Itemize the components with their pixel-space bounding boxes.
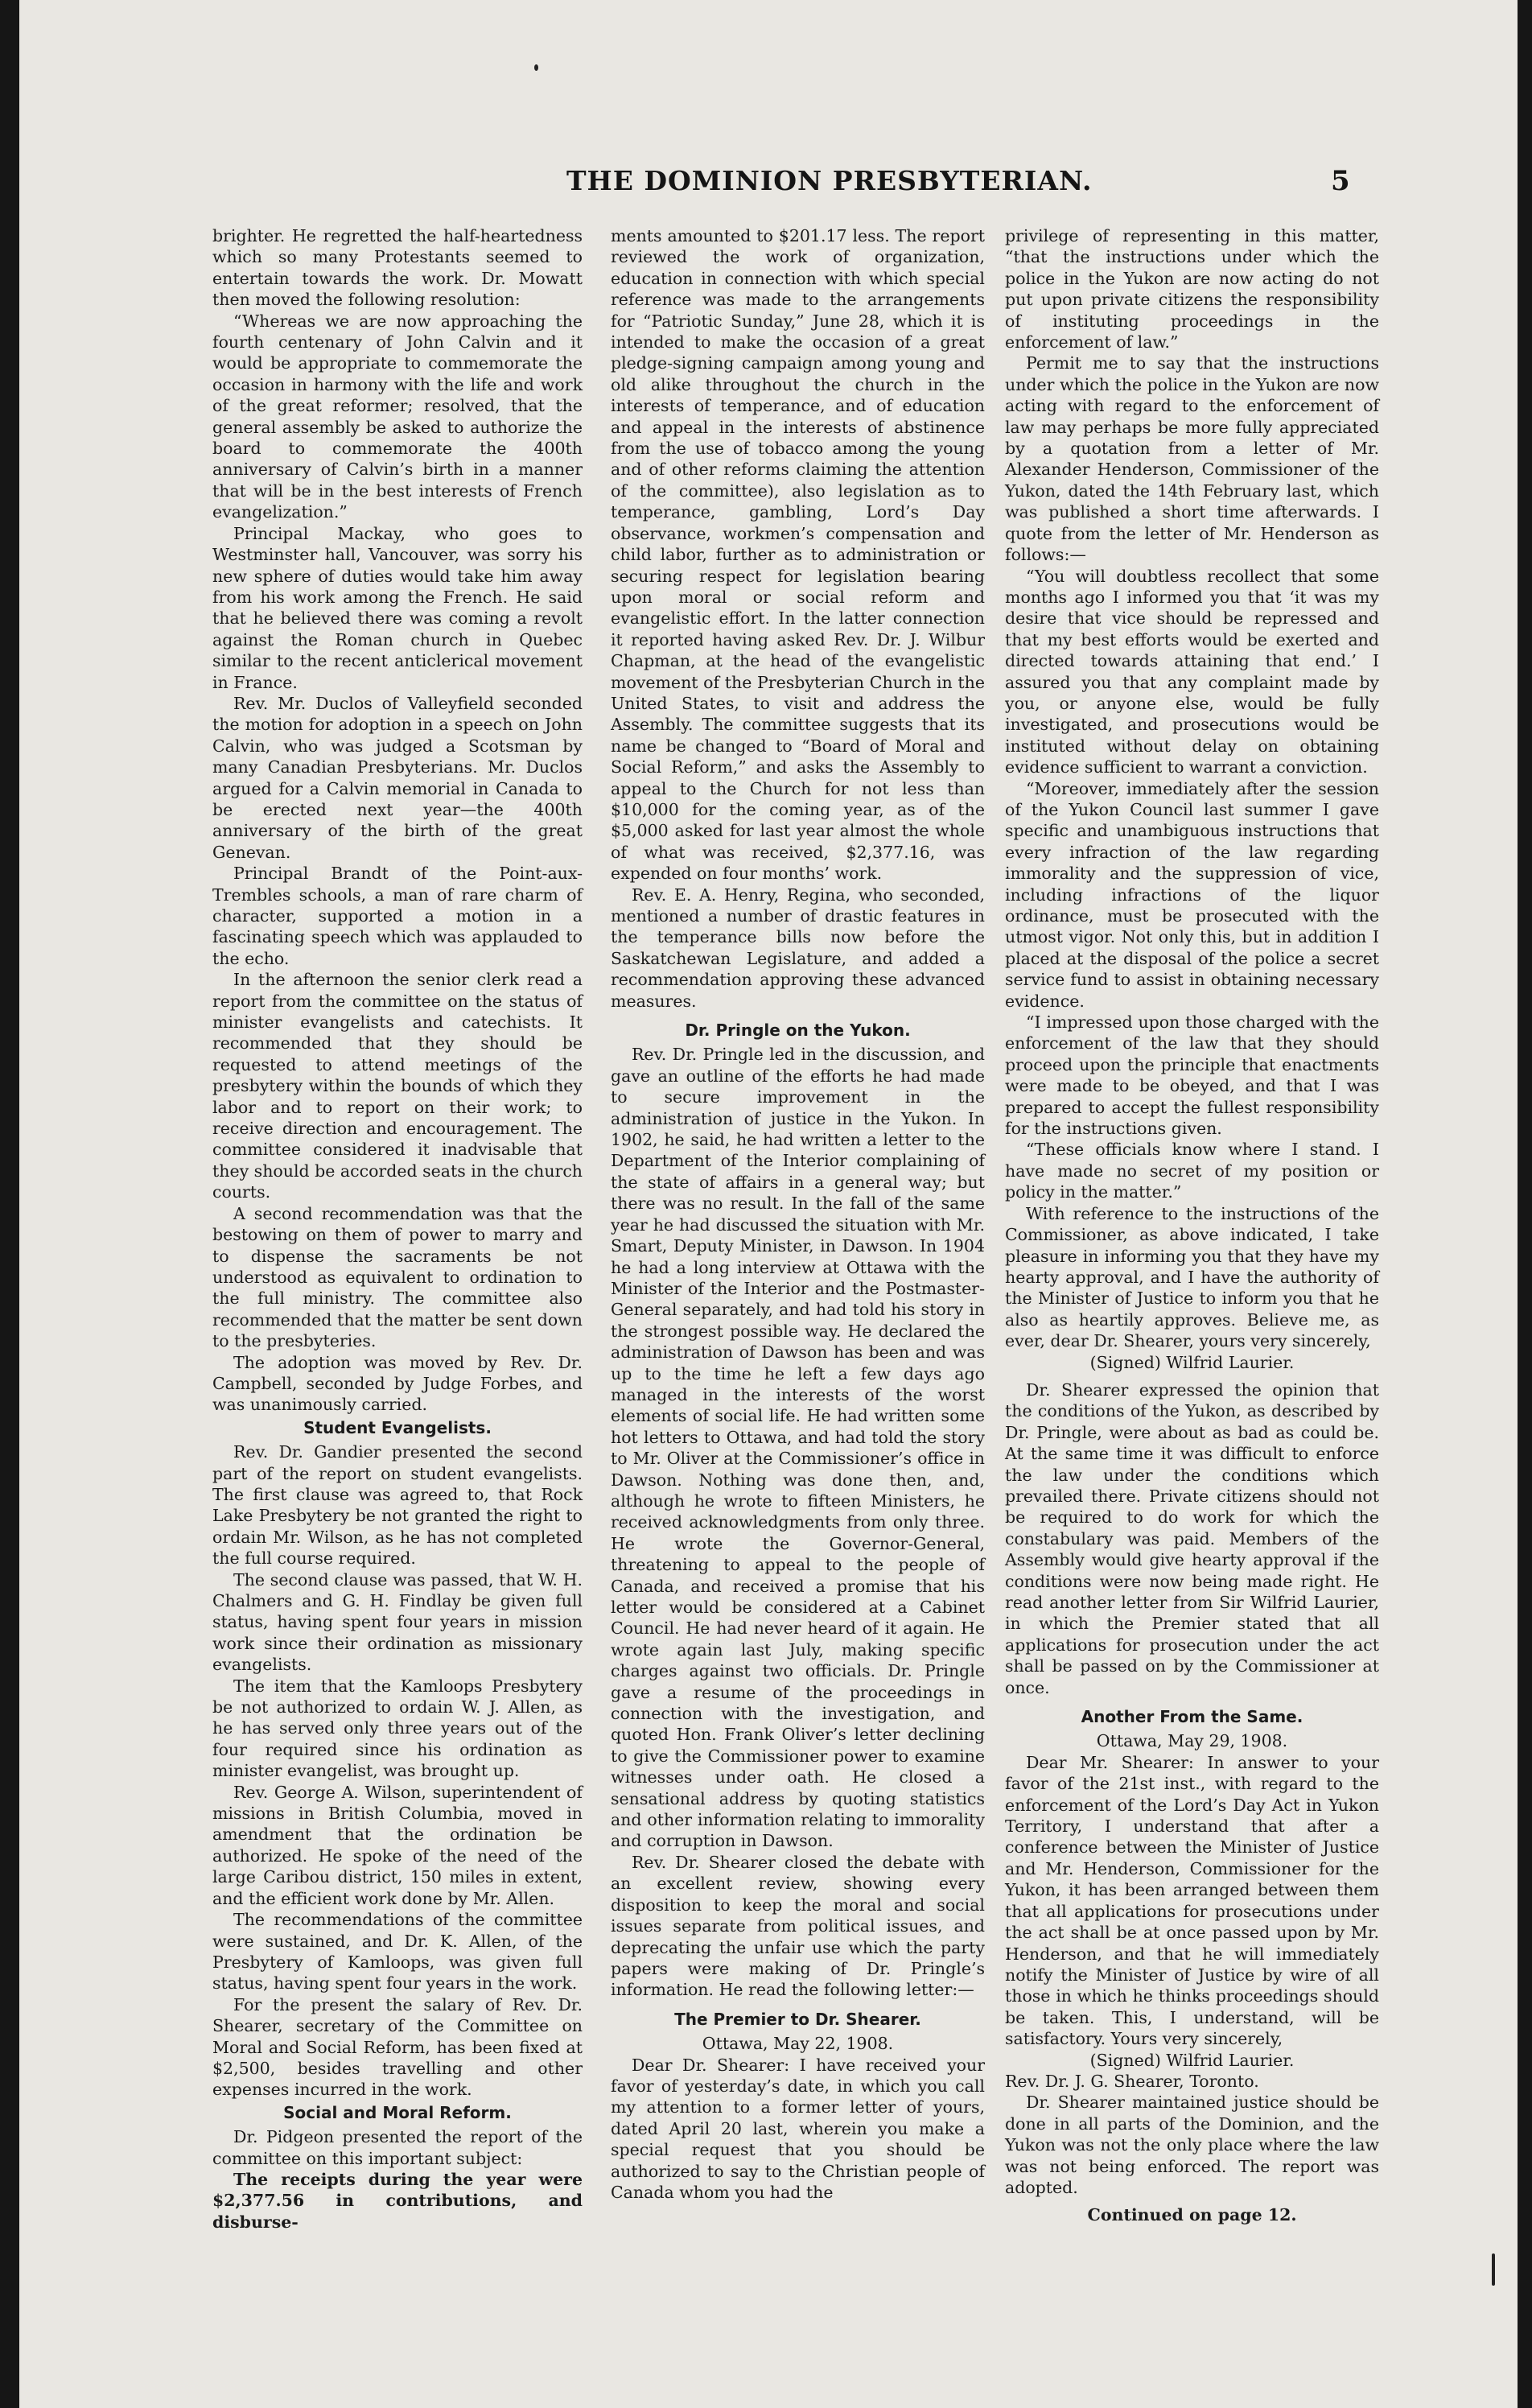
section-heading: Another From the Same. [1081, 1707, 1303, 1727]
letter-quote: “I impressed upon those charged with the enforcement of the law that they should proceed upon the principle that enactments were made to be obeyed, and that I was prepared to accept the fullest responsibility for the instructions given. [1005, 1012, 1379, 1139]
page-header [19, 165, 1518, 209]
letter-quote: “You will doubtless recollect that some months ago I informed you that ‘it was my desire that vice should be repressed and that my best efforts would be exerted and directed towards attaining that end.’ I assured you that any complaint made by you, or anyone else, would be fully investigated, and prosecutions would be instituted without delay on obtaining evidence sufficient to warrant a conviction. [1005, 566, 1379, 777]
letter-dateline: Ottawa, May 22, 1908. [702, 2034, 894, 2054]
page-number: 5 [1331, 165, 1350, 197]
paragraph: In the afternoon the senior clerk read a report from the committee on the status of minister evangelists and catechists. It recommended that they should be requested to attend meetings of the presbytery within the bounds of which they labor and to report on their work; to receive direction and encouragement. The committee considered it inadvisable that they should be accorded seats in the church courts. [212, 970, 583, 1202]
paragraph: Dr. Pidgeon presented the report of the committee on this important subject: [212, 2127, 583, 2168]
paragraph: The item that the Kamloops Presbytery be not authorized to ordain W. J. Allen, as he has served only three years out of the four required since his ordination as minister evangelist, was brought up. [212, 1676, 583, 1781]
publication-title: THE DOMINION PRESBYTERIAN. [566, 165, 1093, 196]
paragraph: The adoption was moved by Rev. Dr. Campbell, seconded by Judge Forbes, and was unanimously carried. [212, 1352, 583, 1415]
paragraph: Rev. Dr. Pringle led in the discussion, and gave an outline of the efforts he had made to secure improvement in the administration of justice in the Yukon. In 1902, he said, he had written a letter to the Department of the Interior complaining of the state of affairs in a general way; but there was no result. In the fall of the same year he had discussed the situation with Mr. Smart, Deputy Minister, in Dawson. In 1904 he had a long interview at Ottawa with the Minister of the Interior and the Postmaster-General separately, and had told his story in the strongest possible way. He declared the administration of Dawson has been and was up to the time he left a few days ago managed in the interests of the worst elements of social life. He had written some hot letters to Ottawa, and had told the story to Mr. Oliver at the Commissioner’s office in Dawson. Nothing was done then, and, although he wrote to fifteen Ministers, he received acknowledgments from only three. He wrote the Governor-General, threatening to appeal to the people of Canada, and received a promise that his letter would be considered at a Cabinet Council. He had never heard of it again. He wrote again last July, making specific charges against two officials. Dr. Pringle gave a resume of the proceedings in connection with the investigation, and quoted Hon. Frank Oliver’s letter declining to give the Commissioner power to examine witnesses under oath. He closed a sensational address by quoting statistics and other information relating to immorality and corruption in Dawson. [611, 1045, 985, 1851]
paragraph: Permit me to say that the instructions under which the police in the Yukon are now acting with regard to the enforcement of law may perhaps be more fully appreciated by a quotation from a letter of Mr. Alexander Henderson, Commissioner of the Yukon, dated the 14th February last, which was published a short time afterwards. I quote from the letter of Mr. Henderson as follows:— [1005, 353, 1379, 565]
letter-quote: “Moreover, immediately after the session of the Yukon Council last summer I gave specific and unambiguous instructions that every infraction of the law regarding immorality and the suppression of vice, including infractions of the liquor ordinance, must be prosecuted with the utmost vigor. Not only this, but in addition I placed at the disposal of the police a secret service fund to assist in obtaining necessary evidence. [1005, 778, 1379, 1011]
letter-addressee: Rev. Dr. J. G. Shearer, Toronto. [1005, 2071, 1259, 2091]
column-2 [611, 225, 985, 2203]
section-heading: Dr. Pringle on the Yukon. [685, 1021, 911, 1041]
paragraph: Dr. Shearer maintained justice should be done in all parts of the Dominion, and the Yukon was not the only place where the law was not being enforced. The report was adopted. [1005, 2093, 1379, 2197]
signature-line: (Signed) Wilfrid Laurier. [1089, 1352, 1295, 1372]
newspaper-page [19, 0, 1518, 2408]
section-heading: Student Evangelists. [303, 1417, 492, 1437]
paragraph: For the present the salary of Rev. Dr. Shearer, secretary of the Committee on Moral and Social Reform, has been fixed at $2,500, besides travelling and other expenses incurred in the work. [212, 1994, 583, 2100]
paragraph: Dr. Shearer expressed the opinion that the conditions of the Yukon, as described by Dr. Pringle, were about as bad as could be. At the same time it was difficult to enforce the law under the conditions which prevailed there. Private citizens should not be required to do work for which the constabulary was paid. Members of the Assembly would give hearty approval if the conditions were now being made right. He read another letter from Sir Wilfrid Laurier, in which the Premier stated that all applications for prosecution under the act shall be passed on by the Commissioner at once. [1005, 1379, 1379, 1697]
ink-speck [534, 64, 538, 71]
paragraph: brighter. He regretted the half-heartedness which so many Protestants seemed to entertain towards the work. Dr. Mowatt then moved the following resolution: [212, 226, 583, 310]
resolution-quote: “Whereas we are now approaching the fourth centenary of John Calvin and it would be appropriate to commemorate the occasion in harmony with the life and work of the great reformer; resolved, that the general assembly be asked to authorize the board to commemorate the 400th anniversary of Calvin’s birth in a manner that will be in the best interests of French evangelization.” [212, 311, 583, 522]
signature-line: (Signed) Wilfrid Laurier. [1089, 2050, 1295, 2070]
column-3 [1005, 225, 1379, 2226]
paragraph: Principal Mackay, who goes to Westminster hall, Vancouver, was sorry his new sphere of duties would take him away from his work among the French. He said that he believed there was coming a revolt against the Roman church in Quebec similar to the recent anticlerical movement in France. [212, 523, 583, 692]
letter-body: Dear Dr. Shearer: I have received your favor of yesterday’s date, in which you call my attention to a former letter of yours, dated April 20 last, wherein you make a special request that you should be authorized to say to the Christian people of Canada whom you had the [611, 2055, 985, 2202]
paragraph: Rev. E. A. Henry, Regina, who seconded, mentioned a number of drastic features in the temperance bills now before the Saskatchewan Legislature, and added a recommendation approving these advanced measures. [611, 884, 985, 1011]
letter-body: Dear Mr. Shearer: In answer to your favor of the 21st inst., with regard to the enforcement of the Lord’s Day Act in Yukon Territory, I understand that after a conference between the Minister of Justice and Mr. Henderson, Commissioner for the Yukon, it has been arranged between them that all applications for prosecutions under the act shall be at once passed upon by Mr. Henderson, and that he will immediately notify the Minister of Justice by wire of all those in which he thinks proceedings should be taken. This, I understand, will be satisfactory. Yours very sincerely, [1005, 1752, 1379, 2049]
paragraph: Rev. George A. Wilson, superintendent of missions in British Columbia, moved in amendment that the ordination be authorized. He spoke of the need of the large Caribou district, 150 miles in extent, and the efficient work done by Mr. Allen. [212, 1782, 583, 1908]
paragraph: privilege of representing in this matter, “that the instructions under which the police in the Yukon are now acting do not put upon private citizens the responsibility of instituting proceedings in the enforcement of law.” [1005, 226, 1379, 353]
paragraph: Rev. Dr. Shearer closed the debate with an excellent review, showing every disposition to keep the moral and social issues separate from political issues, and deprecating the unfair use which the party papers were making of Dr. Pringle’s information. He read the following letter:— [611, 1852, 985, 2000]
paragraph: Rev. Mr. Duclos of Valleyfield seconded the motion for adoption in a speech on John Calvin, who was judged a Scotsman by many Canadian Presbyterians. Mr. Duclos argued for a Calvin memorial in Canada to be erected next year—the 400th anniversary of the birth of the great Genevan. [212, 693, 583, 862]
paragraph: The second clause was passed, that W. H. Chalmers and G. H. Findlay be given full status, having spent four years in mission work since their ordination as missionary evangelists. [212, 1569, 583, 1675]
paragraph: The receipts during the year were $2,377.56 in contributions, and disburse- [212, 2169, 583, 2232]
page-edge-mark [1492, 2253, 1495, 2286]
paragraph: The recommendations of the committee were sustained, and Dr. K. Allen, of the Presbytery of Kamloops, was given full status, having spent four years in the work. [212, 1910, 583, 1994]
paragraph: A second recommendation was that the bestowing on them of power to marry and to dispense the sacraments be not understood as equivalent to ordination to the full ministry. The committee also recommended that the matter be sent down to the presbyteries. [212, 1203, 583, 1351]
paragraph: With reference to the instructions of the Commissioner, as above indicated, I take pleasure in informing you that they have my hearty approval, and I have the authority of the Minister of Justice to inform you that he also as heartily approves. Believe me, as ever, dear Dr. Shearer, yours very sincerely, [1005, 1203, 1379, 1351]
column-1 [212, 225, 583, 2233]
continuation-note: Continued on page 12. [1087, 2205, 1297, 2225]
paragraph: ments amounted to $201.17 less. The report reviewed the work of organization, education in connection with which special reference was made to the arrangements for “Patriotic Sunday,” June 28, which it is intended to make the occasion of a great pledge-signing campaign among young and old alike throughout the church in the interests of temperance, and of education and appeal in the interests of abstinence from the use of tobacco among the young and of other reforms claiming the attention of the committee), also legislation as to temperance, gambling, Lord’s Day observance, workmen’s compensation and child labor, further as to administration or securing respect for legislation bearing upon moral or social reform and evangelistic effort. In the latter connection it reported having asked Rev. Dr. J. Wilbur Chapman, at the head of the evangelistic movement of the Presbyterian Church in the United States, to visit and address the Assembly. The committee suggests that its name be changed to “Board of Moral and Social Reform,” and asks the Assembly to appeal to the Church for not less than $10,000 for the coming year, as of the $5,000 asked for last year almost the whole of what was received, $2,377.16, was expended on four months’ work. [611, 226, 985, 884]
section-heading: The Premier to Dr. Shearer. [674, 2009, 921, 2029]
letter-quote: “These officials know where I stand. I have made no secret of my position or policy in the matter.” [1005, 1140, 1379, 1202]
paragraph: Principal Brandt of the Point-aux-Trembles schools, a man of rare charm of character, supported a motion in a fascinating speech which was applauded to the echo. [212, 864, 583, 968]
paragraph: Rev. Dr. Gandier presented the second part of the report on student evangelists. The first clause was agreed to, that Rock Lake Presbytery be not granted the right to ordain Mr. Wilson, as he has not completed the full course required. [212, 1442, 583, 1569]
letter-dateline: Ottawa, May 29, 1908. [1096, 1731, 1288, 1751]
section-heading: Social and Moral Reform. [283, 2102, 512, 2122]
